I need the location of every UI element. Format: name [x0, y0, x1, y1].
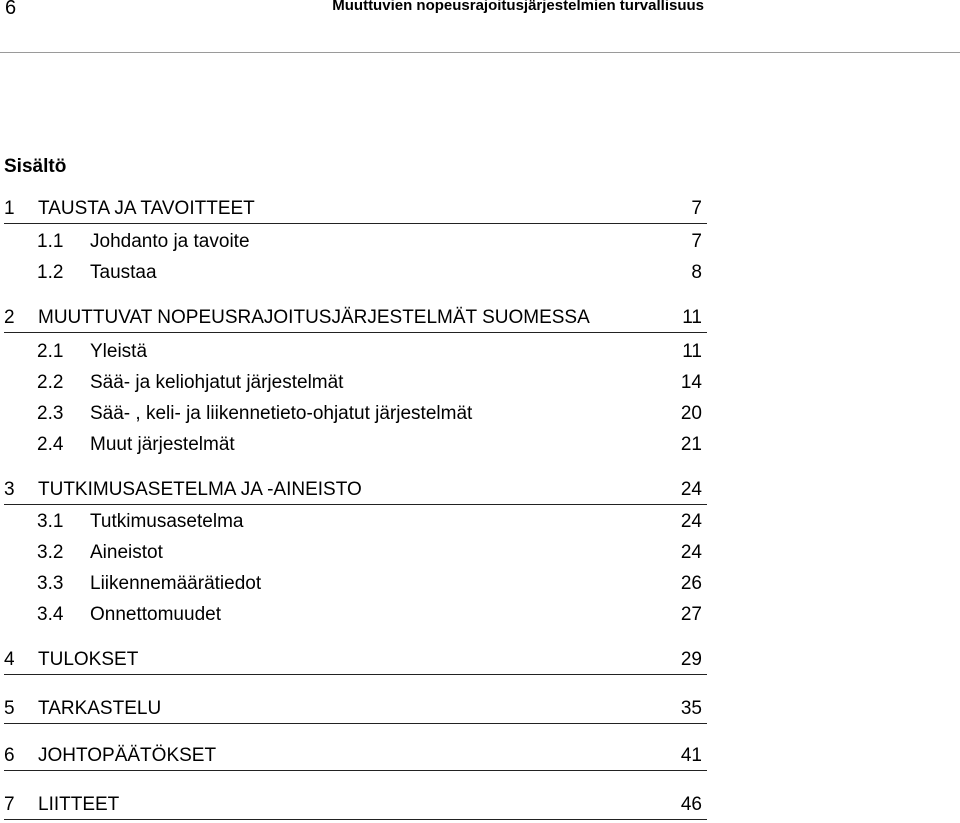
toc-entry-title: Johdanto ja tavoite — [90, 231, 250, 252]
page-header — [0, 0, 960, 53]
toc-entry-number: 2.1 — [37, 341, 64, 362]
toc-entry-page: 24 — [680, 542, 702, 563]
toc-entry-title: Onnettomuudet — [90, 604, 221, 625]
running-title: Muuttuvien nopeusrajoitusjärjestelmien turvallisuus — [332, 0, 704, 14]
toc-section-3-1[interactable] — [4, 508, 707, 536]
toc-entry-title: Muut järjestelmät — [90, 434, 235, 455]
toc-entry-page: 35 — [680, 698, 702, 719]
toc-entry-number: 3.1 — [37, 511, 64, 532]
toc-entry-page: 24 — [680, 479, 702, 500]
toc-entry-title: TARKASTELU — [38, 698, 162, 719]
toc-section-2-3[interactable] — [4, 400, 707, 428]
toc-entry-page: 21 — [680, 434, 702, 455]
toc-entry-number: 2.3 — [37, 403, 64, 424]
toc-entry-page: 11 — [682, 341, 702, 362]
toc-heading: Sisältö — [4, 156, 67, 177]
toc-entry-title: Tutkimusasetelma — [90, 511, 244, 532]
toc-section-2-2[interactable] — [4, 369, 707, 397]
toc-entry-page: 11 — [682, 307, 702, 328]
toc-entry-number: 2.2 — [37, 372, 64, 393]
toc-entry-page: 24 — [680, 511, 702, 532]
toc-entry-page: 14 — [680, 372, 702, 393]
toc-entry-title: JOHTOPÄÄTÖKSET — [38, 745, 217, 766]
toc-chapter-2[interactable] — [4, 304, 707, 333]
toc-entry-number: 1.1 — [37, 231, 64, 252]
toc-section-1-1[interactable] — [4, 228, 707, 256]
toc-entry-title: TULOKSET — [38, 649, 139, 670]
toc-section-2-1[interactable] — [4, 338, 707, 366]
toc-entry-title: Sää- ja keliohjatut järjestelmät — [90, 372, 344, 393]
toc-entry-title: TAUSTA JA TAVOITTEET — [38, 198, 255, 219]
page-number: 6 — [5, 0, 17, 19]
toc-entry-title: LIITTEET — [38, 794, 120, 815]
toc-entry-title: Taustaa — [90, 262, 157, 283]
toc-section-1-2[interactable] — [4, 259, 707, 287]
toc-entry-page: 7 — [691, 198, 702, 219]
toc-entry-title: Sää- , keli- ja liikennetieto-ohjatut järjestelmät — [90, 403, 473, 424]
toc-entry-page: 46 — [680, 794, 702, 815]
toc-entry-page: 26 — [680, 573, 702, 594]
toc-entry-number: 2 — [4, 307, 15, 328]
toc-chapter-6[interactable] — [4, 742, 707, 771]
toc-entry-page: 20 — [680, 403, 702, 424]
toc-section-3-4[interactable] — [4, 601, 707, 629]
toc-entry-number: 6 — [4, 745, 15, 766]
toc-entry-number: 3.4 — [37, 604, 64, 625]
toc-entry-number: 3 — [4, 479, 15, 500]
toc-entry-number: 2.4 — [37, 434, 64, 455]
toc-entry-title: Yleistä — [90, 341, 148, 362]
toc-entry-title: Aineistot — [90, 542, 163, 563]
toc-chapter-1[interactable] — [4, 195, 707, 224]
toc-entry-number: 1.2 — [37, 262, 64, 283]
toc-entry-number: 5 — [4, 698, 15, 719]
toc-entry-title: Liikennemäärätiedot — [90, 573, 262, 594]
toc-entry-number: 3.2 — [37, 542, 64, 563]
toc-entry-page: 27 — [680, 604, 702, 625]
toc-entry-page: 7 — [691, 231, 702, 252]
toc-entry-number: 3.3 — [37, 573, 64, 594]
toc-entry-number: 1 — [4, 198, 15, 219]
toc-entry-title: MUUTTUVAT NOPEUSRAJOITUSJÄRJESTELMÄT SUOMESSA — [38, 307, 590, 328]
toc-chapter-5[interactable] — [4, 695, 707, 724]
toc-entry-page: 29 — [680, 649, 702, 670]
toc-chapter-3[interactable] — [4, 476, 707, 505]
toc-chapter-7[interactable] — [4, 791, 707, 820]
toc-section-3-2[interactable] — [4, 539, 707, 567]
toc-entry-number: 7 — [4, 794, 15, 815]
toc-section-3-3[interactable] — [4, 570, 707, 598]
toc-entry-page: 8 — [691, 262, 702, 283]
toc-section-2-4[interactable] — [4, 431, 707, 459]
toc-chapter-4[interactable] — [4, 646, 707, 675]
toc-entry-number: 4 — [4, 649, 15, 670]
toc-entry-page: 41 — [680, 745, 702, 766]
toc-entry-title: TUTKIMUSASETELMA JA -AINEISTO — [38, 479, 362, 500]
